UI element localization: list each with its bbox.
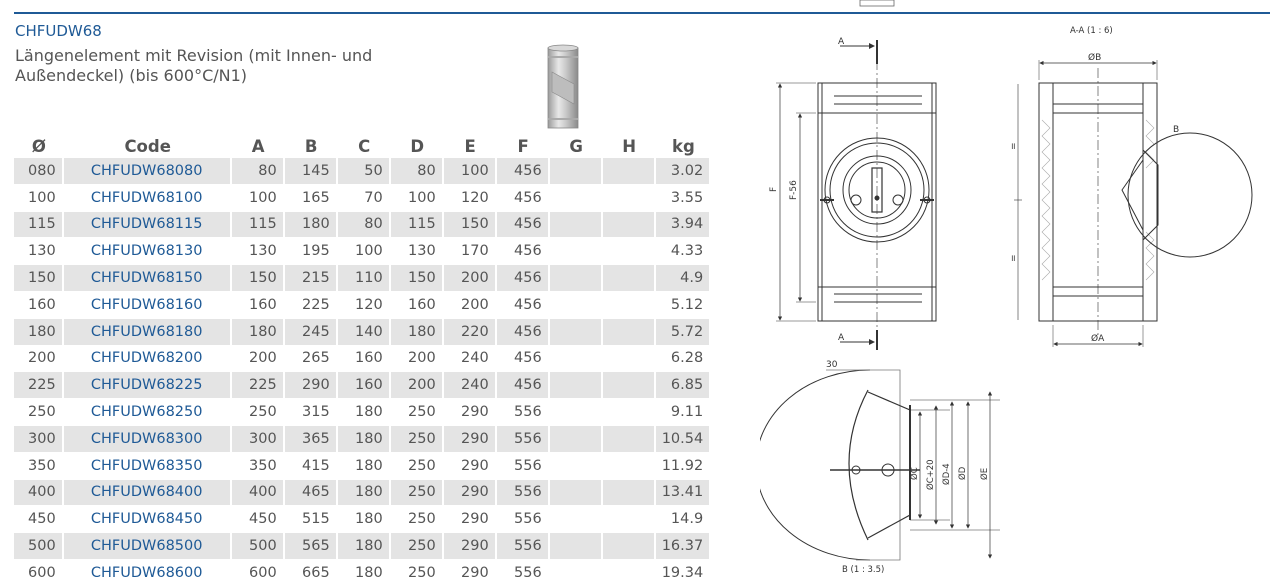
cell-g xyxy=(550,560,603,587)
cell-e: 290 xyxy=(444,560,497,587)
cell-g xyxy=(550,185,603,212)
cell-h xyxy=(603,480,656,507)
cell-e: 290 xyxy=(444,480,497,507)
table-row xyxy=(14,533,711,560)
cell-e: 150 xyxy=(444,212,497,239)
cell-e: 240 xyxy=(444,372,497,399)
dim-label-dia-d4: ØD-4 xyxy=(942,463,952,485)
dim-label-equal-top: = xyxy=(1009,142,1019,150)
cell-d: 250 xyxy=(391,480,444,507)
technical-drawing xyxy=(760,0,1280,575)
table-row xyxy=(14,372,711,399)
dim-label-equal-bottom: = xyxy=(1009,254,1019,262)
cell-g xyxy=(550,346,603,373)
table-header-row xyxy=(14,134,711,158)
cell-d: 200 xyxy=(391,372,444,399)
cell-h xyxy=(603,212,656,239)
cell-e: 200 xyxy=(444,292,497,319)
cell-g xyxy=(550,372,603,399)
cell-diameter: 350 xyxy=(14,453,64,480)
cell-c: 160 xyxy=(338,372,391,399)
dim-label-dia-e: ØE xyxy=(980,467,990,480)
cell-a: 130 xyxy=(232,238,285,265)
cell-c: 180 xyxy=(338,480,391,507)
cell-h xyxy=(603,319,656,346)
cell-code[interactable]: CHFUDW68180 xyxy=(64,319,232,346)
product-image xyxy=(538,44,588,132)
cell-code[interactable]: CHFUDW68300 xyxy=(64,426,232,453)
dim-label-f56: F-56 xyxy=(789,180,799,200)
cell-code[interactable]: CHFUDW68500 xyxy=(64,533,232,560)
cell-f: 456 xyxy=(497,238,550,265)
table-row xyxy=(14,426,711,453)
cell-e: 290 xyxy=(444,533,497,560)
cell-code[interactable]: CHFUDW68130 xyxy=(64,238,232,265)
section-mark-top: A xyxy=(838,37,845,47)
cell-e: 290 xyxy=(444,506,497,533)
cell-f: 556 xyxy=(497,480,550,507)
cell-kg: 6.28 xyxy=(656,346,712,373)
cell-diameter: 130 xyxy=(14,238,64,265)
cell-d: 250 xyxy=(391,399,444,426)
cell-d: 115 xyxy=(391,212,444,239)
cell-b: 365 xyxy=(285,426,338,453)
dim-label-dia-c: ØC xyxy=(910,467,920,480)
cell-g xyxy=(550,292,603,319)
cell-b: 665 xyxy=(285,560,338,587)
cell-c: 110 xyxy=(338,265,391,292)
col-header-g: G xyxy=(569,136,583,156)
cell-code[interactable]: CHFUDW68400 xyxy=(64,480,232,507)
cell-d: 250 xyxy=(391,533,444,560)
cell-d: 200 xyxy=(391,346,444,373)
col-header-b: B xyxy=(304,136,318,156)
cell-kg: 14.9 xyxy=(656,506,712,533)
cell-diameter: 250 xyxy=(14,399,64,426)
cell-g xyxy=(550,399,603,426)
cell-kg: 3.02 xyxy=(656,158,712,185)
cell-kg: 13.41 xyxy=(656,480,712,507)
table-row xyxy=(14,212,711,239)
cell-c: 50 xyxy=(338,158,391,185)
cell-kg: 5.12 xyxy=(656,292,712,319)
cell-b: 225 xyxy=(285,292,338,319)
cell-b: 415 xyxy=(285,453,338,480)
cell-e: 240 xyxy=(444,346,497,373)
cell-a: 250 xyxy=(232,399,285,426)
col-header-c: C xyxy=(358,136,371,156)
col-header-d: D xyxy=(410,136,425,156)
cell-h xyxy=(603,399,656,426)
table-row xyxy=(14,265,711,292)
cell-kg: 3.55 xyxy=(656,185,712,212)
cell-b: 565 xyxy=(285,533,338,560)
dim-label-dia-c20: ØC+20 xyxy=(926,459,936,490)
cell-d: 250 xyxy=(391,560,444,587)
cell-g xyxy=(550,212,603,239)
table-row xyxy=(14,292,711,319)
cell-b: 245 xyxy=(285,319,338,346)
cell-f: 456 xyxy=(497,292,550,319)
cell-d: 100 xyxy=(391,185,444,212)
col-header-f: F xyxy=(517,136,529,156)
cell-c: 180 xyxy=(338,533,391,560)
detail-view xyxy=(760,370,1000,560)
cell-a: 225 xyxy=(232,372,285,399)
cell-e: 220 xyxy=(444,319,497,346)
cell-diameter: 300 xyxy=(14,426,64,453)
dim-label-f: F xyxy=(769,186,779,192)
table-row xyxy=(14,319,711,346)
table-row xyxy=(14,346,711,373)
cell-kg: 4.33 xyxy=(656,238,712,265)
cell-c: 80 xyxy=(338,212,391,239)
cell-f: 456 xyxy=(497,158,550,185)
cell-g xyxy=(550,319,603,346)
cell-g xyxy=(550,265,603,292)
cell-g xyxy=(550,480,603,507)
cell-h xyxy=(603,372,656,399)
cell-e: 100 xyxy=(444,158,497,185)
cell-b: 290 xyxy=(285,372,338,399)
cell-kg: 19.34 xyxy=(656,560,712,587)
cell-d: 80 xyxy=(391,158,444,185)
cell-e: 290 xyxy=(444,453,497,480)
col-header-a: A xyxy=(251,136,265,156)
cell-diameter: 080 xyxy=(14,158,64,185)
cell-c: 180 xyxy=(338,399,391,426)
cell-code[interactable]: CHFUDW68600 xyxy=(64,560,232,587)
cell-kg: 16.37 xyxy=(656,533,712,560)
cell-kg: 4.9 xyxy=(656,265,712,292)
cell-f: 556 xyxy=(497,453,550,480)
cell-c: 180 xyxy=(338,560,391,587)
cell-b: 265 xyxy=(285,346,338,373)
cell-b: 165 xyxy=(285,185,338,212)
cell-d: 160 xyxy=(391,292,444,319)
cell-diameter: 200 xyxy=(14,346,64,373)
cell-b: 180 xyxy=(285,212,338,239)
col-header-diameter: Ø xyxy=(31,136,46,156)
cell-kg: 11.92 xyxy=(656,453,712,480)
cell-e: 120 xyxy=(444,185,497,212)
cell-f: 456 xyxy=(497,319,550,346)
cell-diameter: 180 xyxy=(14,319,64,346)
cell-code[interactable]: CHFUDW68100 xyxy=(64,185,232,212)
cell-f: 556 xyxy=(497,560,550,587)
cell-g xyxy=(550,506,603,533)
product-code-title: CHFUDW68 xyxy=(15,22,102,40)
cell-b: 315 xyxy=(285,399,338,426)
cell-h xyxy=(603,238,656,265)
cell-c: 180 xyxy=(338,506,391,533)
col-header-e: E xyxy=(464,136,476,156)
cell-a: 100 xyxy=(232,185,285,212)
cell-e: 290 xyxy=(444,399,497,426)
cell-diameter: 150 xyxy=(14,265,64,292)
table-row xyxy=(14,560,711,587)
col-header-code: Code xyxy=(124,136,171,156)
cell-b: 465 xyxy=(285,480,338,507)
cell-h xyxy=(603,453,656,480)
cell-kg: 3.94 xyxy=(656,212,712,239)
cell-c: 180 xyxy=(338,453,391,480)
cell-diameter: 400 xyxy=(14,480,64,507)
section-view xyxy=(1039,68,1252,335)
cell-h xyxy=(603,533,656,560)
front-view xyxy=(818,40,936,350)
dim-label-dia-b: ØB xyxy=(1088,53,1102,63)
cell-f: 456 xyxy=(497,185,550,212)
cell-f: 556 xyxy=(497,533,550,560)
cell-diameter: 225 xyxy=(14,372,64,399)
cell-diameter: 160 xyxy=(14,292,64,319)
cell-b: 215 xyxy=(285,265,338,292)
cell-diameter: 115 xyxy=(14,212,64,239)
section-mark-bottom: A xyxy=(838,333,845,343)
cell-b: 195 xyxy=(285,238,338,265)
table-row xyxy=(14,506,711,533)
cell-f: 556 xyxy=(497,426,550,453)
cell-code[interactable]: CHFUDW68160 xyxy=(64,292,232,319)
cell-c: 100 xyxy=(338,238,391,265)
cell-kg: 9.11 xyxy=(656,399,712,426)
cell-code[interactable]: CHFUDW68080 xyxy=(64,158,232,185)
cell-d: 250 xyxy=(391,453,444,480)
cell-d: 130 xyxy=(391,238,444,265)
cell-diameter: 450 xyxy=(14,506,64,533)
top-mark xyxy=(860,0,894,6)
table-row xyxy=(14,480,711,507)
table-body xyxy=(14,158,711,587)
cell-c: 70 xyxy=(338,185,391,212)
detail-mark-b: B xyxy=(1173,125,1180,135)
cell-f: 456 xyxy=(497,346,550,373)
table-row xyxy=(14,185,711,212)
cell-g xyxy=(550,453,603,480)
cell-a: 350 xyxy=(232,453,285,480)
dim-label-30: 30 xyxy=(826,360,838,370)
cell-a: 160 xyxy=(232,292,285,319)
cell-c: 180 xyxy=(338,426,391,453)
cell-g xyxy=(550,426,603,453)
cell-code[interactable]: CHFUDW68250 xyxy=(64,399,232,426)
cell-h xyxy=(603,292,656,319)
col-header-h: H xyxy=(622,136,637,156)
cell-c: 160 xyxy=(338,346,391,373)
cell-a: 400 xyxy=(232,480,285,507)
cell-d: 180 xyxy=(391,319,444,346)
cell-kg: 6.85 xyxy=(656,372,712,399)
spec-table xyxy=(14,134,711,587)
cell-kg: 10.54 xyxy=(656,426,712,453)
cell-g xyxy=(550,533,603,560)
cell-b: 515 xyxy=(285,506,338,533)
cell-code[interactable]: CHFUDW68350 xyxy=(64,453,232,480)
cell-a: 300 xyxy=(232,426,285,453)
cell-code[interactable]: CHFUDW68200 xyxy=(64,346,232,373)
product-description: Längenelement mit Revision (mit Innen- und Außendeckel) (bis 600°C/N1) xyxy=(15,46,373,85)
cell-code[interactable]: CHFUDW68450 xyxy=(64,506,232,533)
cell-a: 600 xyxy=(232,560,285,587)
cell-a: 450 xyxy=(232,506,285,533)
cell-a: 115 xyxy=(232,212,285,239)
cell-g xyxy=(550,158,603,185)
cell-c: 140 xyxy=(338,319,391,346)
cell-f: 556 xyxy=(497,506,550,533)
cell-code[interactable]: CHFUDW68115 xyxy=(64,212,232,239)
cell-a: 150 xyxy=(232,265,285,292)
cell-diameter: 500 xyxy=(14,533,64,560)
cell-a: 200 xyxy=(232,346,285,373)
cell-code[interactable]: CHFUDW68150 xyxy=(64,265,232,292)
cell-c: 120 xyxy=(338,292,391,319)
cell-h xyxy=(603,346,656,373)
cell-code[interactable]: CHFUDW68225 xyxy=(64,372,232,399)
cell-g xyxy=(550,238,603,265)
cell-f: 456 xyxy=(497,372,550,399)
cell-h xyxy=(603,426,656,453)
cell-kg: 5.72 xyxy=(656,319,712,346)
col-header-kg: kg xyxy=(672,136,695,156)
cell-h xyxy=(603,506,656,533)
cell-h xyxy=(603,560,656,587)
cell-d: 150 xyxy=(391,265,444,292)
cell-a: 180 xyxy=(232,319,285,346)
cell-e: 200 xyxy=(444,265,497,292)
table-row xyxy=(14,399,711,426)
cell-a: 500 xyxy=(232,533,285,560)
cell-f: 556 xyxy=(497,399,550,426)
cell-h xyxy=(603,265,656,292)
cell-e: 170 xyxy=(444,238,497,265)
cell-h xyxy=(603,185,656,212)
detail-view-label: B (1 : 3.5) xyxy=(842,565,885,575)
dim-label-dia-a: ØA xyxy=(1091,334,1105,344)
cell-diameter: 100 xyxy=(14,185,64,212)
cell-d: 250 xyxy=(391,506,444,533)
cell-d: 250 xyxy=(391,426,444,453)
cell-diameter: 600 xyxy=(14,560,64,587)
table-row xyxy=(14,453,711,480)
section-view-label: A-A (1 : 6) xyxy=(1070,26,1113,36)
cell-b: 145 xyxy=(285,158,338,185)
table-row xyxy=(14,158,711,185)
cell-h xyxy=(603,158,656,185)
cell-e: 290 xyxy=(444,426,497,453)
dim-label-dia-d: ØD xyxy=(958,466,968,480)
cell-f: 456 xyxy=(497,212,550,239)
table-row xyxy=(14,238,711,265)
cell-f: 456 xyxy=(497,265,550,292)
cell-a: 80 xyxy=(232,158,285,185)
